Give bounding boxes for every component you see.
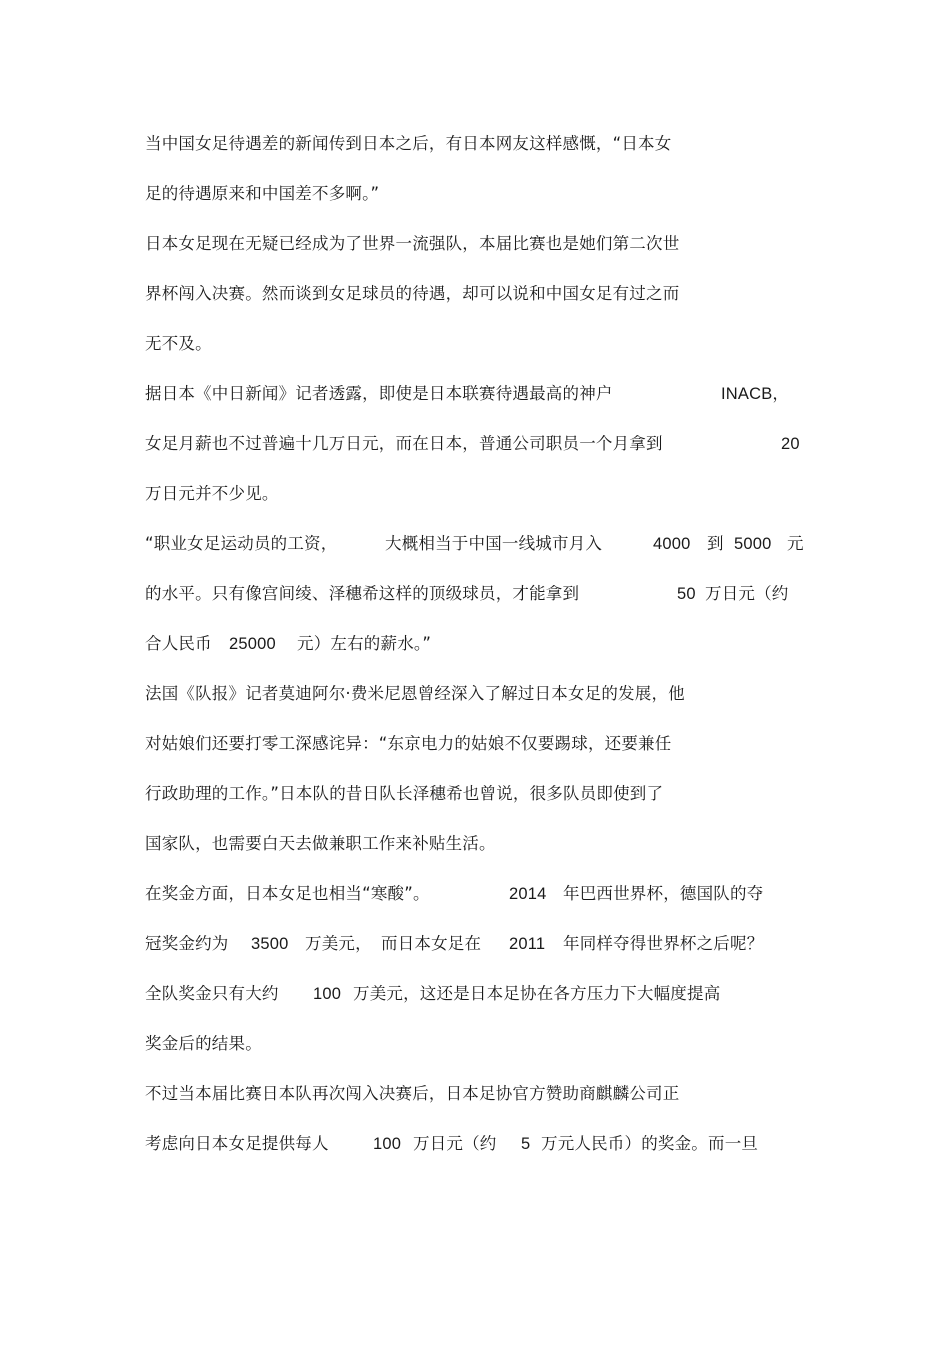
- text-segment: 2011: [509, 935, 546, 953]
- text-segment: 足的待遇原来和中国差不多啊。”: [145, 184, 380, 203]
- text-segment: 在奖金方面，日本女足也相当“寒酸”。: [145, 884, 430, 903]
- text-segment: 大概相当于中国一线城市月入: [385, 534, 603, 553]
- text-segment: 无不及。: [145, 334, 212, 353]
- text-segment: 的水平。只有像宫间绫、泽穗希这样的顶级球员，才能拿到: [145, 584, 580, 603]
- text-segment: 万日元并不少见。: [145, 484, 279, 503]
- text-segment: 万日元（约: [413, 1134, 497, 1153]
- text-segment: 冠奖金约为: [145, 934, 229, 953]
- text-segment: 元）左右的薪水。”: [297, 634, 432, 653]
- text-segment: 25000: [229, 635, 276, 653]
- text-segment: 当中国女足待遇差的新闻传到日本之后，有日本网友这样感慨，“日本女: [145, 134, 672, 153]
- text-segment: 女足月薪也不过普遍十几万日元，而在日本，普通公司职员一个月拿到: [145, 434, 663, 453]
- text-segment: 100: [313, 985, 342, 1003]
- text-segment: 万日元（约: [705, 584, 789, 603]
- text-segment: 全队奖金只有大约: [145, 984, 279, 1003]
- text-segment: 3500: [251, 935, 289, 953]
- text-segment: 到: [707, 534, 724, 553]
- text-segment: 4000: [653, 535, 691, 553]
- text-segment: 奖金后的结果。: [145, 1034, 262, 1053]
- text-segment: 对姑娘们还要打零工深感诧异：“东京电力的姑娘不仅要踢球，还要兼任: [145, 734, 672, 753]
- text-segment: 5000: [734, 535, 772, 553]
- text-segment: 5: [521, 1135, 531, 1153]
- text-segment: 合人民币: [145, 634, 212, 653]
- text-segment: 万元人民币）的奖金。而一旦: [541, 1134, 759, 1153]
- text-segment: 国家队，也需要白天去做兼职工作来补贴生活。: [145, 834, 496, 853]
- text-segment: 年巴西世界杯，德国队的夺: [563, 884, 764, 903]
- text-segment: 50: [677, 585, 696, 603]
- text-segment: 而日本女足在: [381, 934, 482, 953]
- text-segment: 万美元，这还是日本足协在各方压力下大幅度提高: [353, 984, 721, 1003]
- text-segment: “职业女足运动员的工资，: [145, 534, 338, 553]
- text-segment: 万美元，: [305, 934, 372, 953]
- text-segment: 法国《队报》记者莫迪阿尔·费米尼恩曾经深入了解过日本女足的发展，他: [145, 684, 685, 703]
- text-segment: 元: [787, 534, 804, 553]
- text-segment: 考虑向日本女足提供每人: [145, 1134, 329, 1153]
- text-segment: 据日本《中日新闻》记者透露，即使是日本联赛待遇最高的神户: [145, 384, 613, 403]
- text-segment: 2014: [509, 885, 547, 903]
- text-segment: INACB，: [721, 385, 790, 403]
- text-segment: 20: [781, 435, 800, 453]
- text-segment: 100: [373, 1135, 402, 1153]
- text-segment: 界杯闯入决赛。然而谈到女足球员的待遇，却可以说和中国女足有过之而: [145, 284, 680, 303]
- text-segment: 日本女足现在无疑已经成为了世界一流强队，本届比赛也是她们第二次世: [145, 234, 680, 253]
- text-segment: 行政助理的工作。”日本队的昔日队长泽穗希也曾说，很多队员即使到了: [145, 784, 664, 803]
- text-segment: 不过当本届比赛日本队再次闯入决赛后，日本足协官方赞助商麒麟公司正: [145, 1084, 680, 1103]
- text-segment: 年同样夺得世界杯之后呢？: [563, 934, 764, 953]
